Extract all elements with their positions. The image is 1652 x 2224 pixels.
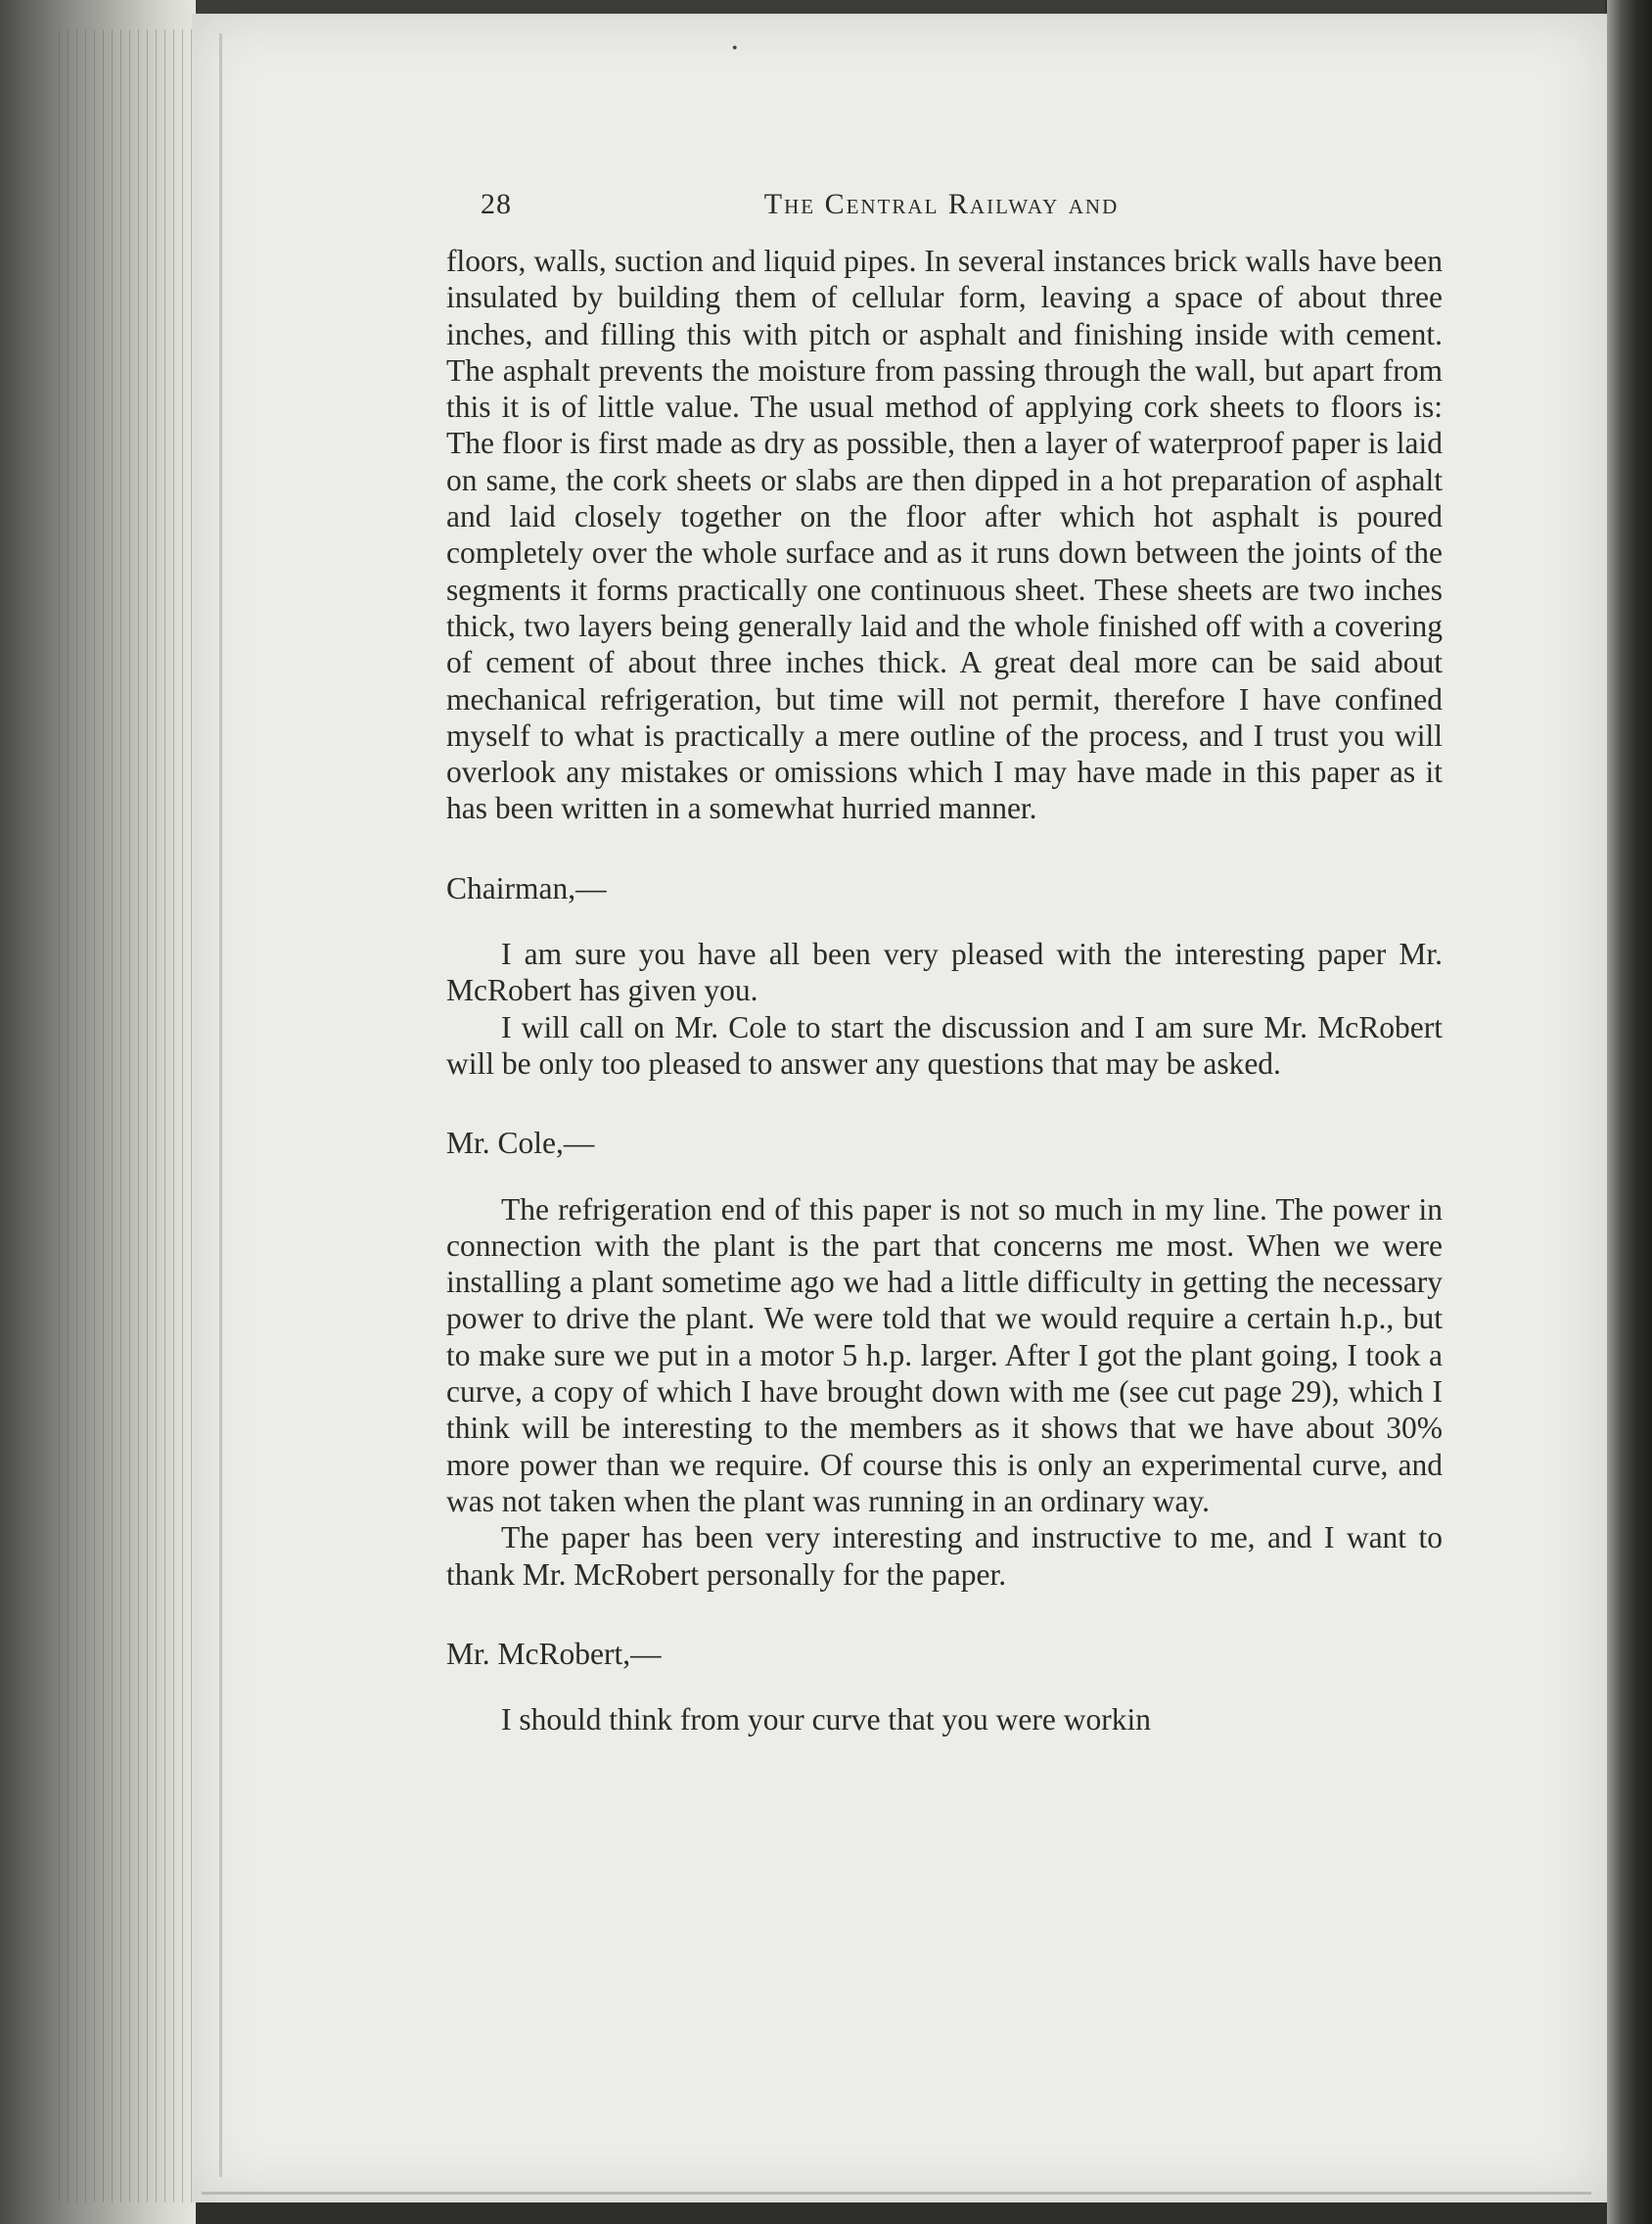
print-speck: · [730, 31, 740, 66]
running-head [251, 172, 1446, 231]
page-edge-lines [59, 29, 196, 2202]
running-head-title: The Central Railway and [763, 188, 1120, 220]
paragraph-cole-1: The refrigeration end of this paper is not so much in my line. The power in connection with the plant is the part that concerns me most. When we were installing a plant sometime ago we had a little difficulty in getting the necessary power to drive the plant. We were told that we would require a certain h.p., but to make sure we put in a motor 5 h.p. larger. After I got the plant going, I took a curve, a copy of which I have brought down with me (see cut page 29), which I think will be interesting to the members as it shows that we have about 30% more power than we require. Of course this is only an experimental curve, and was not taken when the plant was running in an ordinary way. [446, 1191, 1443, 1518]
page-bottom-edge [202, 2192, 1591, 2195]
speaker-label-chairman: Chairman,— [446, 870, 607, 905]
spacer [446, 906, 1443, 936]
spacer [446, 1082, 1443, 1125]
speaker-label-mcrobert: Mr. McRobert,— [446, 1636, 662, 1671]
paragraph-mcrobert-1: I should think from your curve that you were workin [501, 1702, 1151, 1738]
paragraph-cole-2: The paper has been very interesting and instructive to me, and I want to thank Mr. McRobert personally for the paper. [446, 1520, 1443, 1592]
page-number: 28 [481, 188, 512, 220]
book-page-edges [0, 0, 196, 2224]
spacer [446, 827, 1443, 870]
right-page-shadow [1607, 0, 1652, 2224]
running-head-row [251, 172, 1446, 231]
spacer [446, 1162, 1443, 1191]
spacer [446, 1593, 1443, 1636]
page-fold-line [219, 33, 222, 2177]
spacer [446, 1672, 1443, 1701]
speaker-label-cole: Mr. Cole,— [446, 1126, 595, 1161]
paragraph-chairman-1: I am sure you have all been very pleased with the interesting paper Mr. McRobert has given you. [446, 937, 1443, 1008]
paragraph-insulation: floors, walls, suction and liquid pipes. In several instances brick walls have been insulated by building them of cellular form, leaving a space of about three inches, and filling this with pitch or asphalt and finishing inside with cement. The asphalt prevents the moisture from passing through the wall, but apart from this it is of little value. The usual method of applying cork sheets to floors is: The floor is first made as dry as possible, then a layer of waterproof paper is laid on same, the cork sheets or slabs are then dipped in a hot preparation of asphalt and laid closely together on the floor after which hot asphalt is poured completely over the whole surface and as it runs down between the joints of the segments it forms practically one continuous sheet. These sheets are two inches thick, two layers being generally laid and the whole finished off with a covering of cement of about three inches thick. A great deal more can be said about mechanical refrigeration, but time will not permit, therefore I have confined myself to what is practically a mere outline of the process, and I trust you will overlook any mistakes or omissions which I may have made in this paper as it has been written in a somewhat hurried manner. [446, 244, 1443, 826]
page-body [446, 243, 1443, 1738]
paragraph-chairman-2: I will call on Mr. Cole to start the discussion and I am sure Mr. McRobert will be only too pleased to answer any questions that may be asked. [446, 1009, 1443, 1081]
